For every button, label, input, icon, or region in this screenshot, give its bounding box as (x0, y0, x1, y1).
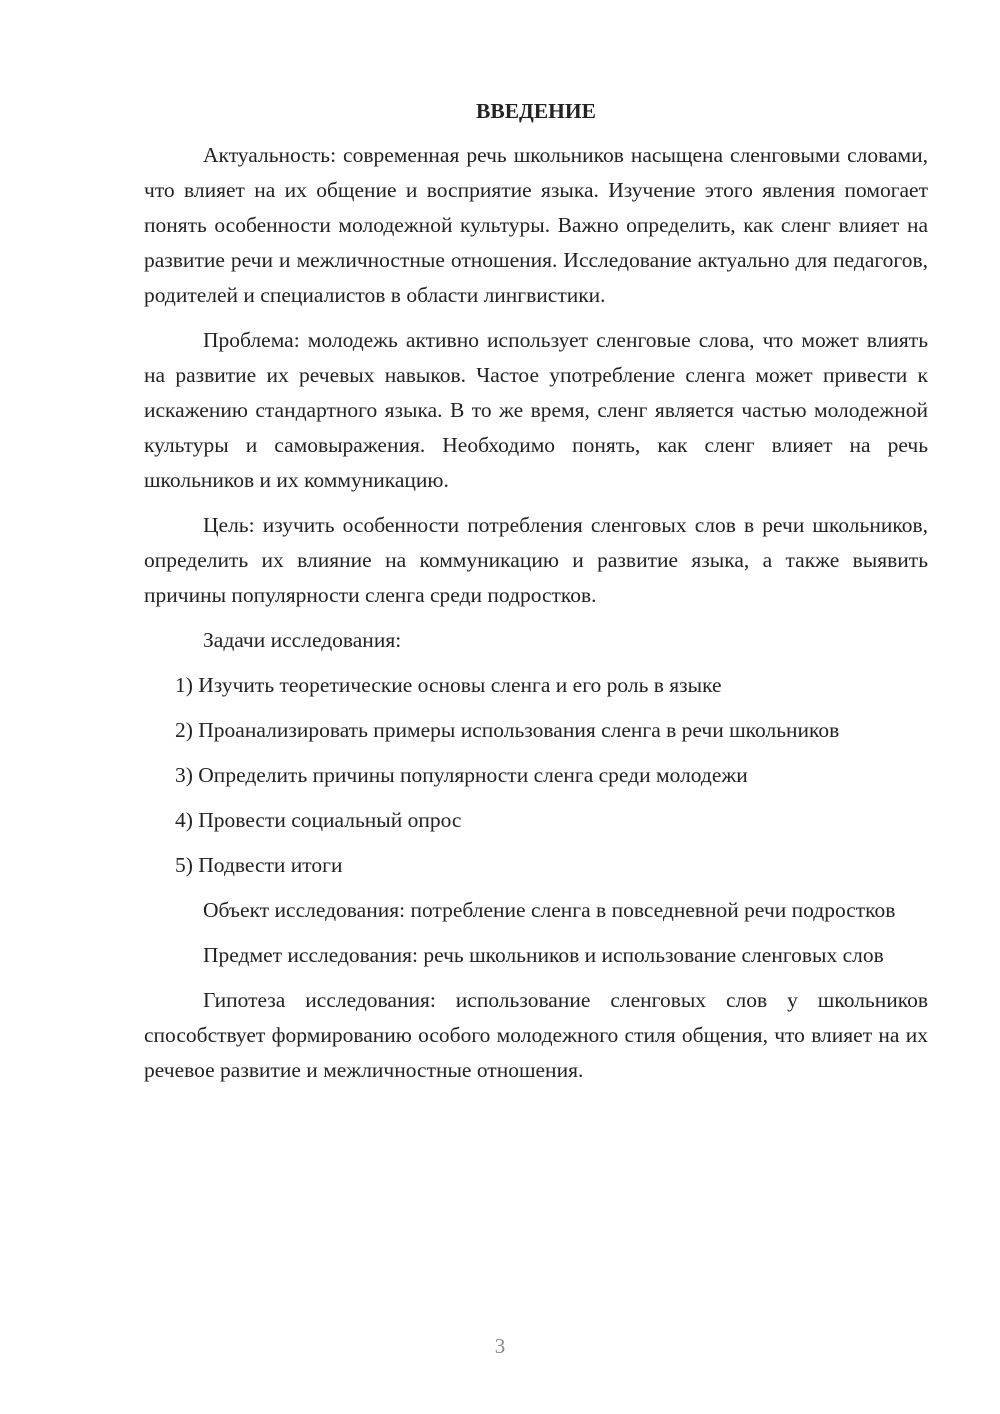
document-page (144, 96, 928, 1098)
relevance-paragraph: Актуальность: современная речь школьников насыщена сленговыми словами, что влияет на их общение и восприятие языка. Изучение этого явления помогает понять особенности молодежной культуры. Важно определить, как сленг влияет на развитие речи и межличностные отношения. Исследование актуально для педагогов, родителей и специалистов в области лингвистики. (144, 143, 928, 307)
task-item-3: 3) Определить причины популярности сленга среди молодежи (175, 763, 748, 787)
task-item-1: 1) Изучить теоретические основы сленга и его роль в языке (175, 673, 722, 697)
goal-paragraph: Цель: изучить особенности потребления сленговых слов в речи школьников, определить их влияние на коммуникацию и развитие языка, а также выявить причины популярности сленга среди подростков. (144, 513, 928, 607)
object-paragraph: Объект исследования: потребление сленга в повседневной речи подростков (203, 898, 896, 922)
task-item-4: 4) Провести социальный опрос (175, 808, 462, 832)
page-number: 3 (494, 1334, 506, 1358)
page-title: ВВЕДЕНИЕ (476, 99, 596, 123)
task-item-5: 5) Подвести итоги (175, 853, 343, 877)
subject-paragraph: Предмет исследования: речь школьников и использование сленговых слов (203, 943, 884, 967)
problem-paragraph: Проблема: молодежь активно использует сленговые слова, что может влиять на развитие их речевых навыков. Частое употребление сленга может привести к искажению стандартного языка. В то же время, сленг является частью молодежной культуры и самовыражения. Необходимо понять, как сленг влияет на речь школьников и их коммуникацию. (144, 328, 928, 492)
hypothesis-paragraph: Гипотеза исследования: использование сленговых слов у школьников способствует формированию особого молодежного стиля общения, что влияет на их речевое развитие и межличностные отношения. (144, 988, 928, 1082)
task-item-2: 2) Проанализировать примеры использования сленга в речи школьников (175, 718, 840, 742)
tasks-title: Задачи исследования: (203, 628, 402, 652)
